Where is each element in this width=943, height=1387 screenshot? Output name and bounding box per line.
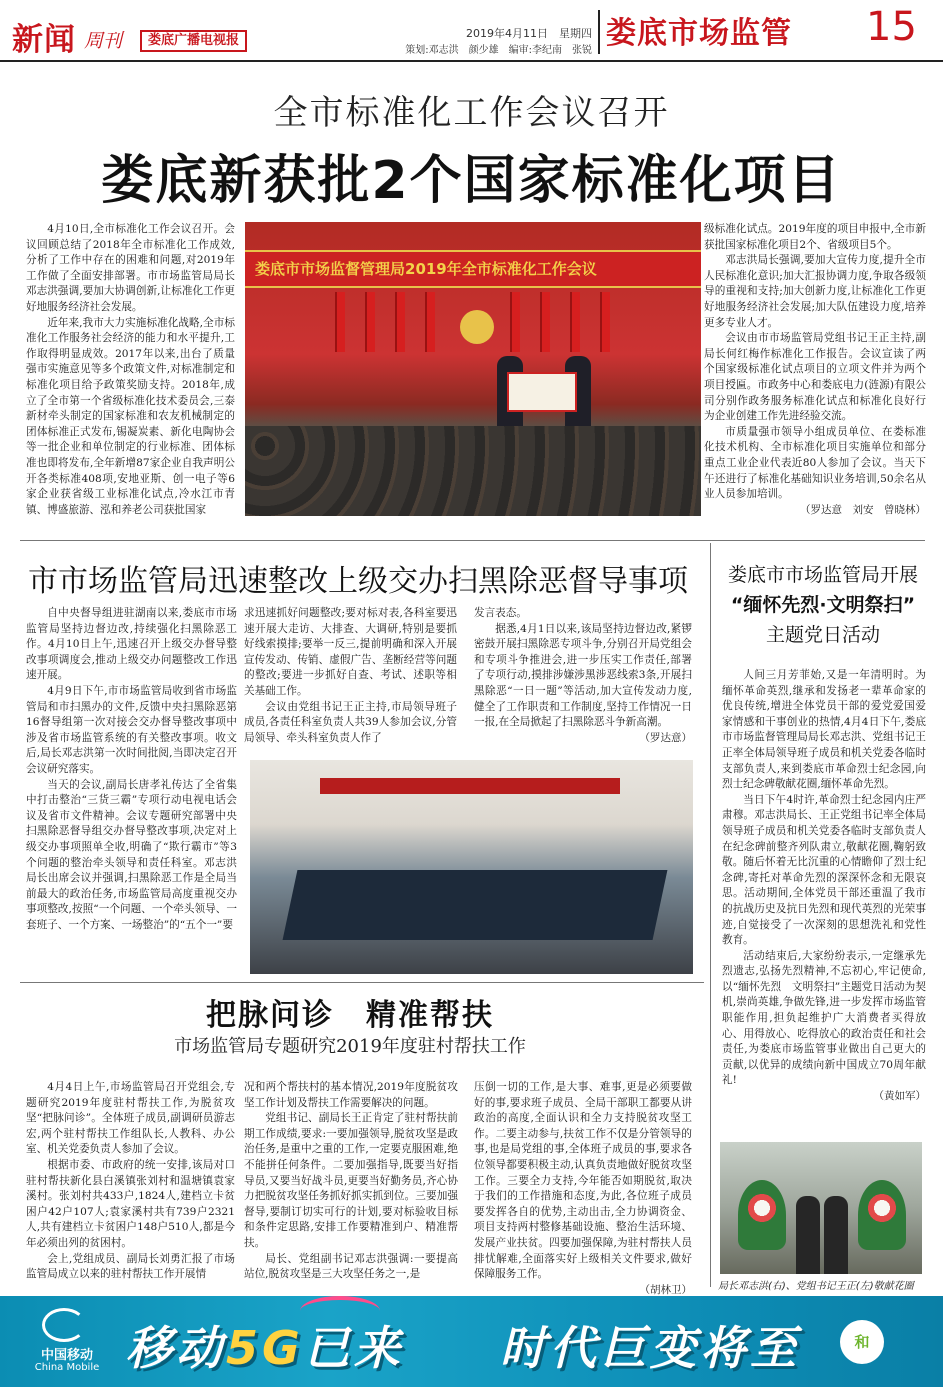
ad-slogan-pre: 移动 xyxy=(126,1321,226,1375)
photo-banner-text: 娄底市市场监督管理局2019年全市标准化工作会议 xyxy=(245,250,701,288)
article1-paragraph: 近年来,我市大力实施标准化战略,全市标准化工作服务社会经济的能力和水平提升,工作取得明显成效。2017年以来,出台了质量强市实施意见等多个政策文件,对标准制定和标准化项目给予政策奖励支持。2018年,成立了全市第一个省级标准化技术委员会,三泰新材牵头制定的国家标准和农友机械制定的团体标准正式发布,锡凝炭素、新化电陶协会等一批企业和单位制定的行业标准、团体标准也即将发布,全年新增87家企业自我声明公开各类标准408项,安地亚斯、创一电子等6家企业获省级工业标准化试点,冷水江市青镇、博盛旅游、泓和养老公司获批国家 xyxy=(26,316,235,516)
section-title: 娄底市场监管 xyxy=(606,16,792,51)
article2-paragraph: 求迅速抓好问题整改;要对标对表,各科室要迅速开展大走访、大排查、大调研,特别是要抓好线索摸排;要举一反三,提前明确和深入开展宣传发动、传销、虚假广告、垄断经营等问题的整改;要进一步抓好自查、考试、述职等相关基础工作。 xyxy=(244,607,457,697)
audience xyxy=(245,426,701,516)
article3-paragraph: 4月4日上午,市场监管局召开党组会,专题研究2019年度驻村帮扶工作,为脱贫攻坚“把脉问诊”。全体班子成员,副调研员游志宏,两个驻村帮扶工作组队长,人教科、办公室、机关党委负责人参加了会议。 xyxy=(26,1081,235,1156)
article2-paragraph: 据悉,4月1日以来,该局坚持边督边改,紧锣密鼓开展扫黑除恶专项斗争,分别召开局党组会和专项斗争推进会,进一步压实工作责任,部署了专项行动,摸排涉嫌涉黑涉恶线索3条,开展扫黑除恶“一日一题”等活动,加大宣传发动力度,健全了工作职责和工作制度,坚持工作情况一日一报,在全局掀起了扫黑除恶斗争新高潮。 xyxy=(474,622,692,729)
sidebar-headline-line1: 娄底市市场监管局开展 xyxy=(727,564,918,586)
article1-photo xyxy=(245,222,701,516)
sidebar-headline-line3: 主题党日活动 xyxy=(765,624,880,646)
ad-slogan-5g: 5G xyxy=(226,1321,304,1375)
photo2-banner xyxy=(320,778,620,794)
sidebar-photo xyxy=(720,1142,922,1274)
article3-paragraph: 压倒一切的工作,是大事、难事,更是必须要做好的事,要求班子成员、全局干部职工都要从讲政治的高度,全面认识和全力支持脱贫攻坚工作。二要主动参与,扶贫工作不仅是分管领导的事,也是局党组的事,全体班子成员的事,要求各位领导都要积极主动,认真负责地做好脱贫攻坚工作。三要全力支持,今年能否如期脱贫,取决于我们的工作措施和态度,为此,各位班子成员要发挥各自的优势,主动出击,全力协调资金、项目支持两村整修基础设施、整治生活环境、发展产业扶贫。四要加强保障,为驻村帮扶人员排忧解难,全面落实好上级相关文件要求,做好保障服务工作。 xyxy=(474,1081,692,1281)
article3-headline: 把脉问诊 精准帮扶 xyxy=(206,998,494,1033)
article1-column-1 xyxy=(26,222,235,522)
article1-paragraph: 4月10日,全市标准化工作会议召开。会议回顾总结了2018年全市标准化工作成效,分析了工作中存在的困难和问题,对2019年工作做了全面安排部署。市市场监管局局长邓志洪强调,要加大协调创新,让标准化工作更好地服务经济社会发展。 xyxy=(26,223,235,313)
editor-credits: 策划:邓志洪 颜少雄 编审:李纪南 张锐 xyxy=(405,45,592,56)
article1-headline: 娄底新获批2个国家标准化项目 xyxy=(101,151,842,211)
article2-photo xyxy=(250,760,693,974)
article3-paragraph: 党组书记、副局长王正肯定了驻村帮扶前期工作成绩,要求:一要加强领导,脱贫攻坚是政治任务,是重中之重的工作,一定要克服困难,绝不能拼任何条件。二要加强指导,既要当好指导员,又要当好战斗员,更要当好勤务员,齐心协力把脱贫攻坚任务抓好抓实抓到位。三要加强督导,要制订切实可行的计划,要对标验收目标和条件定思路,安排工作要精准到户、精准帮扶。 xyxy=(244,1112,458,1249)
article2-paragraph: 自中央督导组进驻湖南以来,娄底市市场监管局坚持边督边改,持续强化扫黑除恶工作。4月10日上午,迅速召开上级交办督导整改事项调度会,推动上级交办问题整改工作迅速开展。 xyxy=(26,607,237,682)
sidebar-byline: （黄如军） xyxy=(873,1090,926,1103)
award-plaque xyxy=(507,372,577,412)
article2-paragraph: 会议由党组书记王正主持,市局领导班子成员,各责任科室负责人共39人参加会议,分管局领导、牵头科室负责人作了 xyxy=(244,700,457,744)
sidebar-photo-caption: 局长邓志洪(右)、党组书记王正(左)敬献花圈 xyxy=(718,1281,914,1292)
article2-column-1 xyxy=(26,606,237,978)
article3-paragraph: 局长、党组副书记邓志洪强调:一要提高站位,脱贫攻坚是三大攻坚任务之一,是 xyxy=(244,1252,458,1281)
article3-subhead: 市场监管局专题研究2019年度驻村帮扶工作 xyxy=(174,1036,526,1057)
article3-column-1 xyxy=(26,1080,235,1286)
ad-brand-name-en: China Mobile xyxy=(34,1362,100,1373)
issue-date: 2019年4月11日 星期四 xyxy=(466,27,592,40)
sidebar-paragraph: 活动结束后,大家纷纷表示,一定继承先烈遗志,弘扬先烈精神,不忘初心,牢记使命,以“缅怀先烈 文明祭扫”主题党日活动为契机,崇尚英雄,争做先锋,进一步发挥市场监管职能作用,担负起维护广大消费者买得放心、用得放心、吃得放心的政治责任和社会责任,为娄底市场监管事业做出自己更大的贡献,以优异的成绩向新中国成立70周年献礼! xyxy=(722,949,926,1087)
article2-column-2 xyxy=(244,606,457,756)
advertisement-banner[interactable] xyxy=(0,1296,943,1387)
china-mobile-logo-icon xyxy=(42,1308,86,1342)
article1-kicker: 全市标准化工作会议召开 xyxy=(273,93,670,133)
article1-paragraph: 会议由市市场监管局党组书记王正主持,副局长何红梅作标准化工作报告。会议宣读了两个国家级标准化试点项目的立项文件并为两个项目授匾。市政务中心和娄底电力(涟源)有限公司分别作政务服务标准化试点和标准化良好行为企业创建工作先进经验交流。 xyxy=(704,332,926,423)
masthead-divider xyxy=(598,10,600,54)
ad-slogan-2: 时代巨变将至 xyxy=(500,1321,800,1375)
article2-headline: 市市场监管局迅速整改上级交办扫黑除恶督导事项 xyxy=(28,564,688,599)
article2-column-3 xyxy=(474,606,692,756)
sidebar-divider xyxy=(710,543,711,1287)
article2-byline: （罗达意） xyxy=(639,731,692,744)
section-rule xyxy=(20,982,704,983)
he-brand-logo-icon: 和 xyxy=(840,1320,884,1364)
article1-paragraph: 级标准化试点。2019年度的项目申报中,全市新获批国家标准化项目2个、省级项目5个。 xyxy=(704,223,926,251)
article1-paragraph: 市质量强市领导小组成员单位、在娄标准化技术机构、全市标准化项目实施单位和部分重点工业企业代表近80人参加了会议。当天下午还进行了标准化基础知识业务培训,50余名从业人员参加培训。 xyxy=(704,425,926,501)
sidebar-headline-line2: “缅怀先烈·文明祭扫” xyxy=(730,594,916,616)
ad-slogan-1 xyxy=(126,1312,404,1378)
article2-paragraph: 当天的会议,副局长唐孝礼传达了全省集中打击整治“三货三霸”专项行动电视电话会议及省市文件精神。会议专题研究部署中央扫黑除恶督导组交办督导整改事项,决定对上级交办事项照单全收,明确了“欺行霸市”等3个问题的整治牵头领导和责任科室。邓志洪局长出席会议并强调,扫黑除恶工作是全局当前最大的政治任务,市场监管局高度重视交办事项整改,按照“一个问题、一个牵头领导、一套班子、一个方案、一场整治”的“五个一”要 xyxy=(26,778,237,931)
meeting-table xyxy=(283,870,668,940)
ad-brand-name: 中国移动 xyxy=(40,1348,93,1363)
article2-paragraph: 4月9日下午,市市场监管局收到省市场监管局和市扫黑办的文件,反馈中央扫黑除恶第16督导组第一次对接会交办督导整改事项中涉及省市场监管系统的有关整改事项。收文后,局长邓志洪第一次时间批阅,当即决定召开会议研究落实。 xyxy=(26,684,237,775)
article3-byline: （胡林卫） xyxy=(639,1283,692,1296)
article2-paragraph: 发言表态。 xyxy=(474,607,527,619)
masthead xyxy=(0,0,943,62)
newspaper-logo: 新闻 xyxy=(12,22,76,58)
sidebar-paragraph: 人间三月芳菲始,又是一年清明时。为缅怀革命英烈,继承和发扬老一辈革命家的优良传统,增进全体党员干部的爱党爱国爱家情感和干事创业的热情,4月4日下午,娄底市市场监督管理局局长邓志洪、党组书记王正率全体局领导班子成员和机关党委各临时支部负责人,来到娄底市革命烈士纪念园,向烈士纪念碑敬献花圈,缅怀革命先烈。 xyxy=(722,669,926,791)
article3-paragraph: 况和两个帮扶村的基本情况,2019年度脱贫攻坚工作计划及帮扶工作需要解决的问题。 xyxy=(244,1081,458,1109)
sidebar-body xyxy=(722,668,926,1140)
article3-paragraph: 会上,党组成员、副局长刘勇汇报了市场监管局成立以来的驻村帮扶工作开展情 xyxy=(26,1252,235,1281)
article1-byline: （罗达意 刘安 曾晓林） xyxy=(800,503,926,516)
page-number: 15 xyxy=(866,4,917,50)
article3-paragraph: 根据市委、市政府的统一安排,该局对口驻村帮扶新化县白溪镇张刘村和温塘镇袁家溪村。张刘村共433户,1824人,建档立卡贫困户42户107人;袁家溪村共有739户2321人,共有建档立卡贫困户148户510人,都是今年必须出列的贫困村。 xyxy=(26,1158,235,1249)
paper-name: 娄底广播电视报 xyxy=(140,30,247,52)
party-emblem-icon xyxy=(460,310,494,344)
article1-paragraph: 邓志洪局长强调,要加大宣传力度,提升全市人民标准化意识;加大汇报协调力度,争取各级领导的重视和支持;加大创新力度,让标准化工作更好地服务经济社会发展;加大队伍建设力度,培养更多专业人才。 xyxy=(704,254,926,329)
section-rule xyxy=(20,540,925,541)
article3-column-2 xyxy=(244,1080,458,1286)
weekly-label: 周刊 xyxy=(84,30,123,52)
article1-column-2 xyxy=(704,222,926,522)
sidebar-paragraph: 当日下午4时许,革命烈士纪念园内庄严肃穆。邓志洪局长、王正党组书记率全体局领导班子成员和机关党委各临时支部负责人在纪念碑前整齐列队肃立,敬献花圈,鞠躬致敬。随后怀着无比沉重的心情瞻仰了烈士纪念碑,寄托对革命先烈的深深怀念和无限哀思。活动期间,全体党员干部还重温了我市的抗战历史及抗日先烈和现代英烈的光荣事迹,自觉接受了一次深刻的思想洗礼和党性教育。 xyxy=(722,793,926,947)
article3-column-3 xyxy=(474,1080,692,1296)
ad-slogan-post: 已来 xyxy=(303,1321,404,1375)
